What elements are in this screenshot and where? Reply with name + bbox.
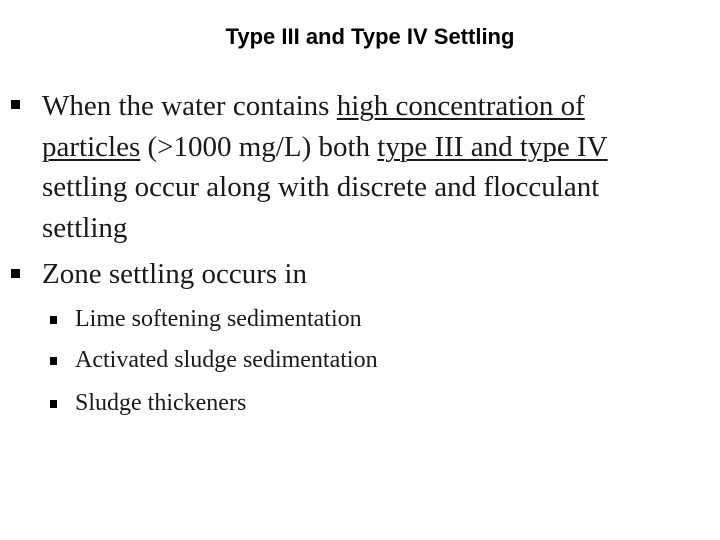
bullet-1-line-4 (42, 208, 702, 249)
bullet-1-line-2-underlined-b: type III and type IV (377, 130, 608, 163)
sub-bullet-marker-2 (50, 357, 57, 365)
sub-bullet-marker-1 (50, 316, 57, 324)
sub-item-1: Lime softening sedimentation (75, 306, 362, 332)
bullet-1-line-2 (42, 127, 702, 168)
bullet-1-line-3 (42, 167, 702, 208)
bullet-marker-2 (11, 269, 20, 278)
sub-item-3: Sludge thickeners (75, 390, 247, 416)
bullet-1-line-1 (42, 86, 702, 127)
bullet-1-line-1-text: When the water contains (42, 90, 337, 122)
bullet-1-line-2-underlined-a: particles (42, 130, 141, 163)
bullet-1-line-3-text: settling occur along with discrete and flocculant (42, 171, 600, 203)
bullet-1-line-2-text: (>1000 mg/L) both (140, 130, 378, 163)
slide-title: Type III and Type IV Settling (225, 24, 515, 49)
sub-item-2: Activated sludge sedimentation (75, 347, 378, 373)
bullet-2-text: Zone settling occurs in (42, 258, 307, 290)
bullet-marker-1 (11, 100, 20, 109)
sub-bullet-marker-3 (50, 400, 57, 408)
bullet-1-line-1-underlined: high concentration of (336, 90, 585, 122)
bullet-1-line-4-text: settling (42, 211, 128, 244)
